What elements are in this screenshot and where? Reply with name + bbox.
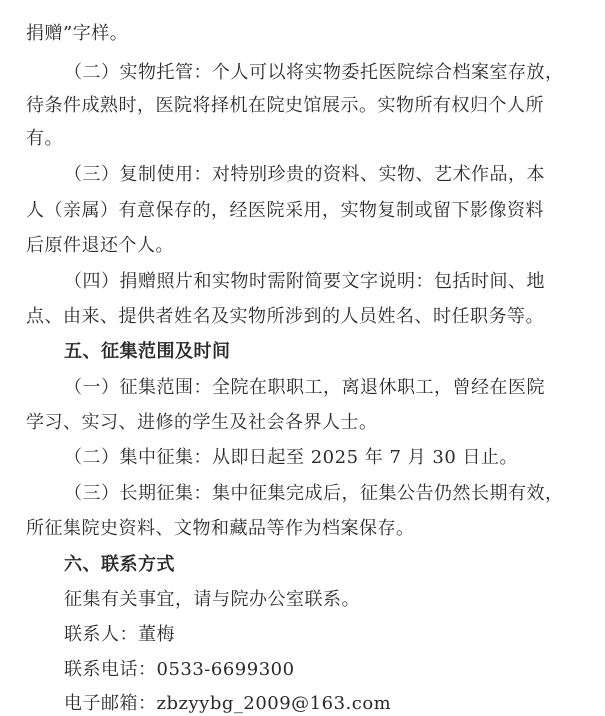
text-line-9: 点、由来、提供者姓名及实物所涉到的人员姓名、时任职务等。 [26, 306, 544, 327]
text-line-7: 后原件退还个人。 [26, 235, 174, 256]
contact-instruction: 征集有关事宜，请与院办公室联系。 [64, 589, 360, 610]
contact-phone: 联系电话：0533-6699300 [64, 659, 295, 680]
text-line-3: 待条件成熟时，医院将择机在院史馆展示。实物所有权归个人所 [26, 95, 544, 116]
text-line-6: 人（亲属）有意保存的，经医院采用，实物复制或留下影像资料 [26, 200, 544, 221]
text-line-15: 所征集院史资料、文物和藏品等作为档案保存。 [26, 518, 415, 539]
contact-person: 联系人：董梅 [64, 624, 175, 645]
text-line-1: 捐赠”字样。 [26, 23, 129, 44]
section-heading-6: 六、联系方式 [64, 554, 175, 575]
text-line-12: 学习、实习、进修的学生及社会各界人士。 [26, 412, 378, 433]
text-line-8: （四）捐赠照片和实物时需附简要文字说明：包括时间、地 [64, 271, 545, 292]
text-line-14: （三）长期征集：集中征集完成后，征集公告仍然长期有效， [64, 483, 564, 504]
text-line-5: （三）复制使用：对特别珍贵的资料、实物、艺术作品，本 [64, 164, 545, 185]
text-line-13: （二）集中征集：从即日起至 2025 年 7 月 30 日止。 [64, 447, 518, 468]
text-line-2: （二）实物托管：个人可以将实物委托医院综合档案室存放， [64, 62, 564, 83]
contact-email: 电子邮箱：zbzyybg_2009@163.com [64, 693, 392, 714]
section-heading-5: 五、征集范围及时间 [64, 341, 231, 362]
text-line-4: 有。 [26, 128, 63, 149]
text-line-11: （一）征集范围：全院在职职工，离退休职工，曾经在医院 [64, 377, 545, 398]
